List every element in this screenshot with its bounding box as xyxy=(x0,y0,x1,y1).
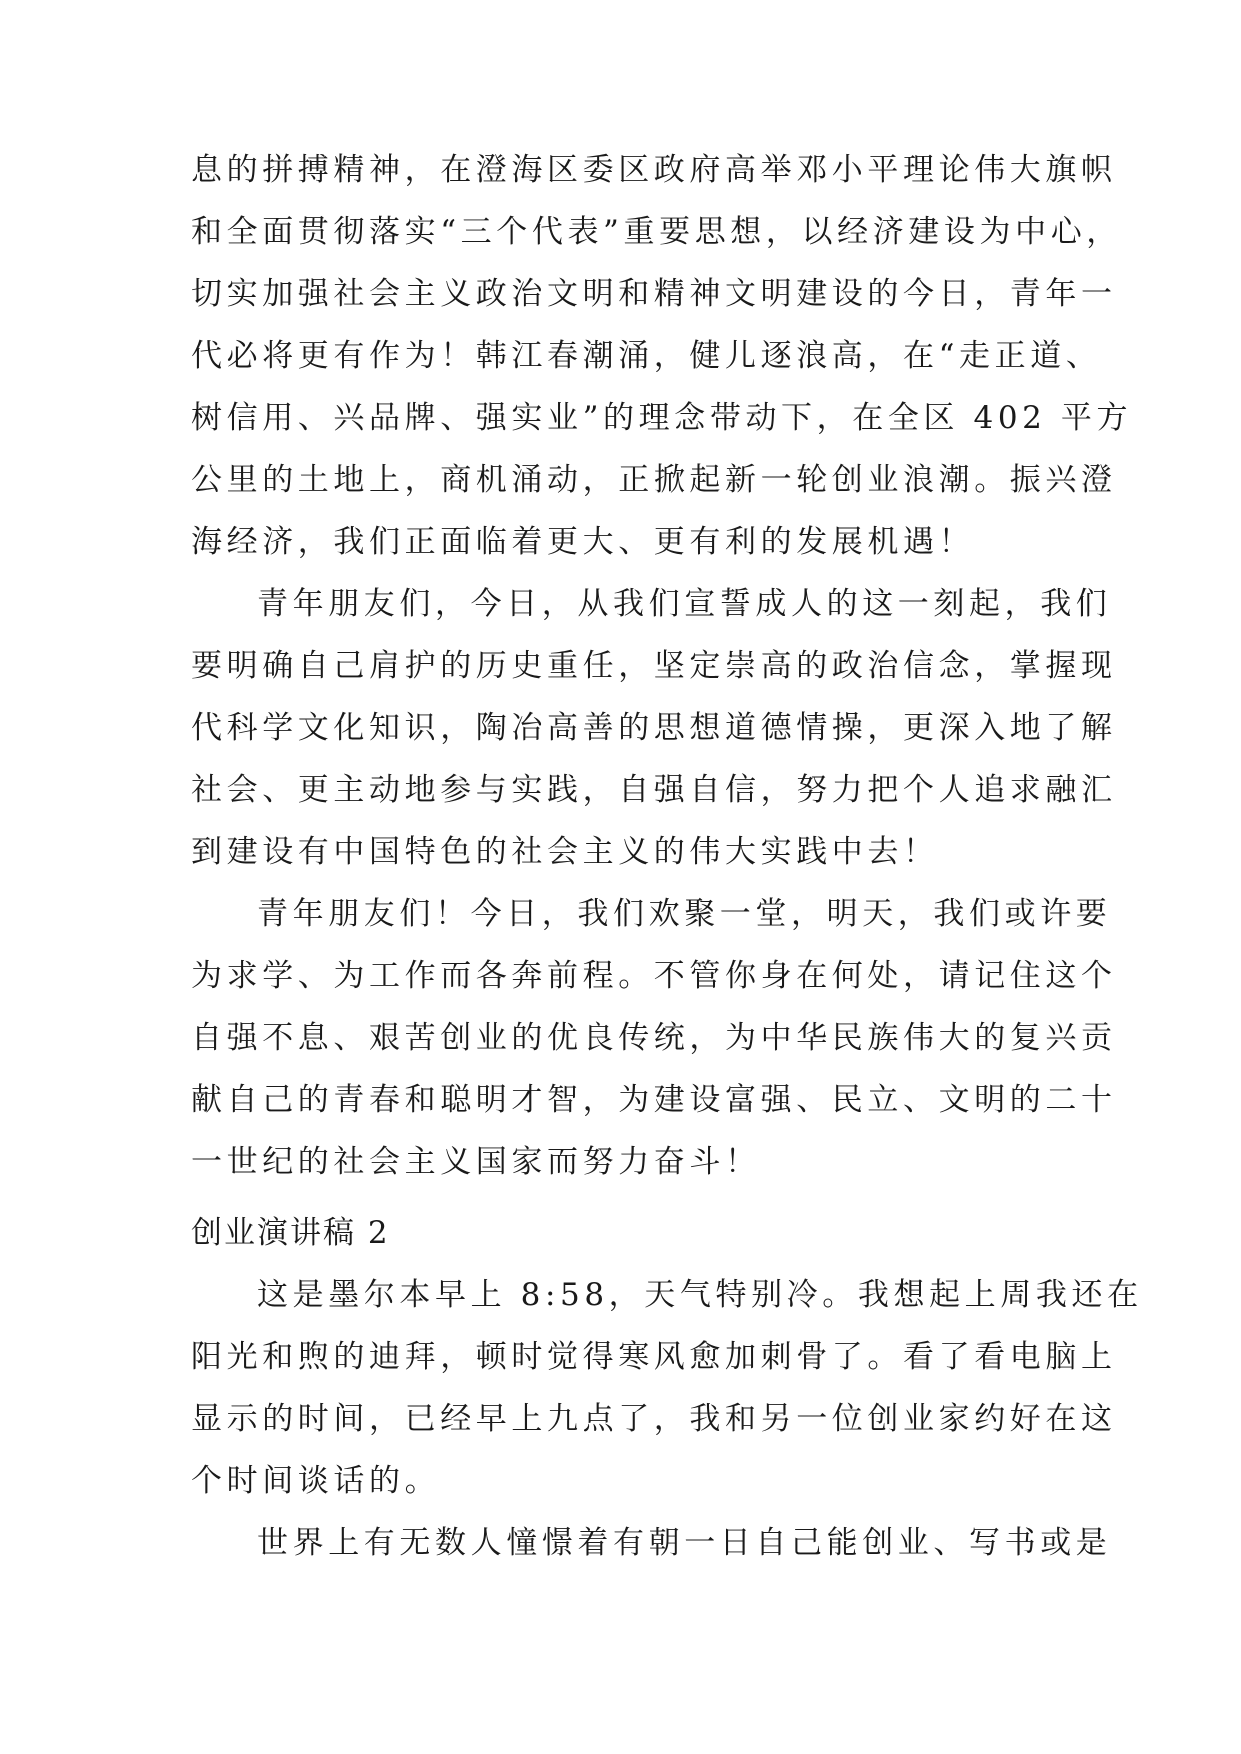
text-line: 献自己的青春和聪明才智，为建设富强、民立、文明的二十 xyxy=(191,1082,1117,1118)
text-line: 为求学、为工作而各奔前程。不管你身在何处，请记住这个 xyxy=(191,958,1117,994)
text-line: 到建设有中国特色的社会主义的伟大实践中去！ xyxy=(191,834,939,870)
text-line: 显示的时间，已经早上九点了，我和另一位创业家约好在这 xyxy=(191,1401,1117,1437)
text-line: 自强不息、艰苦创业的优良传统，为中华民族伟大的复兴贡 xyxy=(191,1020,1117,1056)
text-line: 要明确自己肩护的历史重任，坚定崇高的政治信念，掌握现 xyxy=(191,648,1117,684)
text-line: 个时间谈话的。 xyxy=(191,1463,441,1499)
section-heading: 创业演讲稿 2 xyxy=(191,1215,390,1251)
text-line: 公里的土地上，商机涌动，正掀起新一轮创业浪潮。振兴澄 xyxy=(191,462,1117,498)
text-line: 息的拼搏精神，在澄海区委区政府高举邓小平理论伟大旗帜 xyxy=(191,152,1117,188)
text-line: 和全面贯彻落实“三个代表”重要思想，以经济建设为中心， xyxy=(191,214,1122,250)
paragraph-continuation xyxy=(191,139,1133,573)
paragraph-youth-future xyxy=(191,883,1117,1193)
text-line: 切实加强社会主义政治文明和精神文明建设的今日，青年一 xyxy=(191,276,1117,312)
paragraph-melbourne xyxy=(191,1264,1143,1512)
text-line: 这是墨尔本早上 8:58，天气特别冷。我想起上周我还在 xyxy=(257,1277,1143,1313)
paragraph-dreams xyxy=(191,1512,1112,1574)
text-line: 树信用、兴品牌、强实业”的理念带动下，在全区 402 平方 xyxy=(191,400,1133,436)
text-line: 一世纪的社会主义国家而努力奋斗！ xyxy=(191,1144,761,1180)
text-line: 阳光和煦的迪拜，顿时觉得寒风愈加刺骨了。看了看电脑上 xyxy=(191,1339,1117,1375)
text-line: 代科学文化知识，陶冶高善的思想道德情操，更深入地了解 xyxy=(191,710,1117,746)
text-line: 青年朋友们，今日，从我们宣誓成人的这一刻起，我们 xyxy=(257,586,1112,622)
text-line: 社会、更主动地参与实践，自强自信，努力把个人追求融汇 xyxy=(191,772,1117,808)
text-line: 世界上有无数人憧憬着有朝一日自己能创业、写书或是 xyxy=(257,1525,1112,1561)
text-line: 青年朋友们！今日，我们欢聚一堂，明天，我们或许要 xyxy=(257,896,1112,932)
paragraph-youth-mission xyxy=(191,573,1117,883)
text-line: 代必将更有作为！韩江春潮涌，健儿逐浪高，在“走正道、 xyxy=(191,338,1102,374)
text-line: 海经济，我们正面临着更大、更有利的发展机遇！ xyxy=(191,524,975,560)
